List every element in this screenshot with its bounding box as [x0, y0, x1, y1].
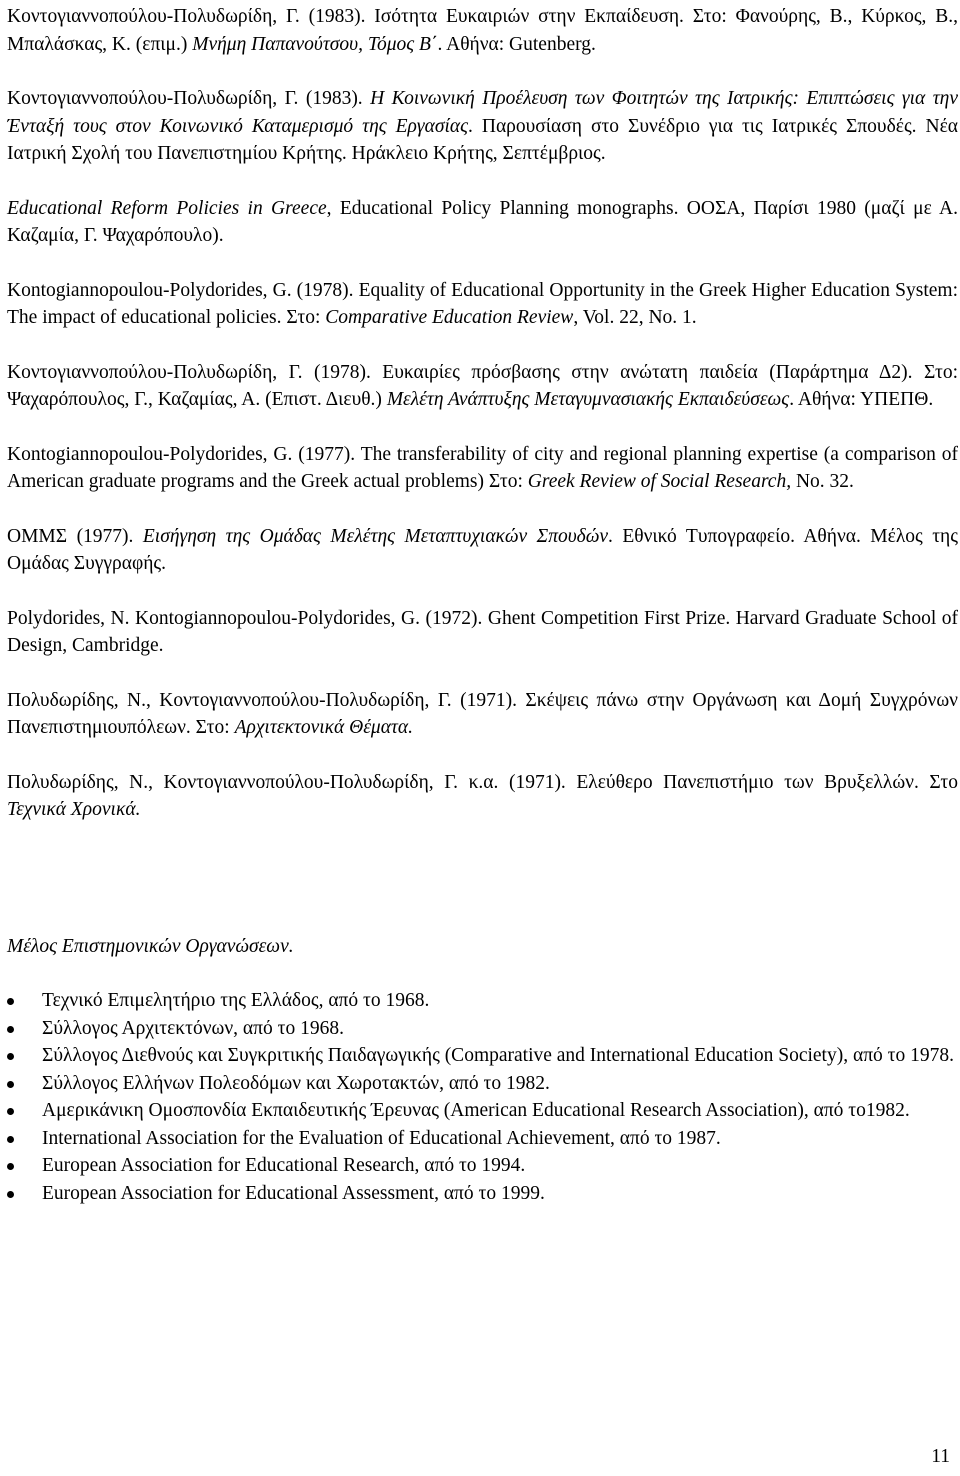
reference-text: . Αθήνα: Gutenberg.	[437, 33, 596, 55]
bullet-icon	[7, 1163, 14, 1170]
page-number: 11	[931, 1446, 950, 1467]
reference-text: Kontogiannopoulou-Polydorides, G. (1977). The transferability of city and regional planning expertise (a comparison of American graduate programs and the Greek actual problems) Στο:	[7, 443, 958, 492]
membership-text: European Association for Educational Assessment, από το 1999.	[42, 1182, 545, 1204]
reference-entry	[7, 195, 958, 250]
reference-title-italic: Educational Reform Policies in Greece	[7, 197, 327, 219]
reference-title-italic: Μελέτη Ανάπτυξης Μεταγυμνασιακής Εκπαιδεύσεως	[386, 389, 790, 410]
membership-item	[7, 1180, 958, 1208]
reference-text: Πολυδωρίδης, Ν., Κοντογιαννοπούλου-Πολυδωρίδη, Γ. κ.α. (1971). Ελεύθερο Πανεπιστήμιο των Βρυξελλών. Στο	[7, 771, 958, 793]
bullet-icon	[7, 998, 14, 1005]
membership-item	[7, 987, 958, 1015]
membership-item	[7, 1152, 958, 1180]
bullet-icon	[7, 1191, 14, 1198]
membership-item	[7, 1042, 958, 1070]
section-spacer	[7, 851, 958, 933]
membership-text: Σύλλογος Ελλήνων Πολεοδόμων και Χωροτακτών, από το 1982.	[42, 1072, 550, 1094]
reference-text: , Educational Policy Planning monographs. ΟΟΣΑ, Παρίσι 1980 (μαζί με Α. Καζαμία, Γ. Ψαχαρόπουλο).	[7, 197, 958, 246]
reference-entry	[7, 687, 958, 742]
reference-text: No. 32.	[791, 471, 854, 492]
reference-text: Kontogiannopoulou-Polydorides, G. (1978). Equality of Educational Opportunity in the Greek Higher Education System: The impact of educational policies. Στο:	[7, 279, 958, 328]
membership-text: Τεχνικό Επιμελητήριο της Ελλάδος, από το 1968.	[42, 990, 430, 1011]
document-page	[7, 3, 958, 1207]
reference-entry	[7, 441, 958, 496]
membership-item	[7, 1070, 958, 1098]
bullet-icon	[7, 1026, 14, 1033]
bullet-icon	[7, 1081, 14, 1088]
membership-item	[7, 1097, 958, 1125]
membership-text: European Association for Educational Research, από το 1994.	[42, 1155, 526, 1176]
reference-entry	[7, 3, 958, 58]
reference-text: . Αθήνα: ΥΠΕΠΘ.	[789, 389, 934, 410]
membership-text: Αμερικάνικη Ομοσπονδία Εκπαιδευτικής Έρευνας (American Educational Research Association), από το1982.	[42, 1100, 910, 1121]
reference-title-italic: Μνήμη Παπανούτσου, Τόμος Β΄	[192, 33, 438, 55]
reference-title-italic: Η Κοινωνική Προέλευση των Φοιτητών της Ιατρικής: Επιπτώσεις για την Ένταξή τους στον Κοινωνικό Καταμερισμό της Εργασίας	[7, 88, 959, 137]
references-list	[7, 3, 958, 824]
bullet-icon	[7, 1136, 14, 1143]
membership-text: Σύλλογος Αρχιτεκτόνων, από το 1968.	[42, 1017, 344, 1039]
reference-text: ΟΜΜΣ (1977).	[7, 525, 143, 547]
reference-title-italic: Comparative Education Review	[325, 307, 574, 328]
reference-entry	[7, 605, 958, 660]
reference-text: Κοντογιαννοπούλου-Πολυδωρίδη, Γ. (1983). Ισότητα Ευκαιριών στην Εκπαίδευση. Στο: Φανούρης, Β., Κύρκος, Β., Μπαλάσκας, Κ. (επιμ.)	[7, 6, 958, 55]
membership-item	[7, 1125, 958, 1153]
membership-text: International Association for the Evaluation of Educational Achievement, από το 1987.	[42, 1127, 721, 1149]
reference-text: . Παρουσίαση στο Συνέδριο για τις Ιατρικές Σπουδές. Νέα Ιατρική Σχολή του Πανεπιστημίου Κρήτης. Ηράκλειο Κρήτης, Σεπτέμβριος.	[7, 115, 958, 164]
reference-entry	[7, 85, 958, 168]
memberships-heading: Μέλος Επιστημονικών Οργανώσεων.	[7, 935, 294, 957]
reference-title-italic: Greek Review of Social Research,	[527, 471, 792, 492]
reference-title-italic: Εισήγηση της Ομάδας Μελέτης Μεταπτυχιακών Σπουδών	[142, 525, 609, 547]
reference-title-italic: Τεχνικά Χρονικά.	[7, 799, 141, 820]
bullet-icon	[7, 1108, 14, 1115]
membership-item	[7, 1015, 958, 1043]
reference-text: Polydorides, N. Kontogiannopoulou-Polydorides, G. (1972). Ghent Competition First Prize. Harvard Graduate School of Design, Cambridge.	[7, 607, 958, 656]
reference-entry	[7, 769, 958, 824]
membership-text: Σύλλογος Διεθνούς και Συγκριτικής Παιδαγωγικής (Comparative and International Education Society), από το 1978.	[42, 1045, 954, 1066]
memberships-list	[7, 987, 958, 1207]
reference-text: Κοντογιαννοπούλου-Πολυδωρίδη, Γ. (1978). Ευκαιρίες πρόσβασης στην ανώτατη παιδεία (Παράρτημα Δ2). Στο: Ψαχαρόπουλος, Γ., Καζαμίας, Α. (Επιστ. Διευθ.)	[7, 361, 958, 410]
reference-text: . Εθνικό Τυπογραφείο. Αθήνα. Μέλος της Ομάδας Συγγραφής.	[7, 525, 958, 574]
reference-title-italic: Αρχιτεκτονικά Θέματα.	[234, 717, 414, 738]
reference-entry	[7, 277, 958, 332]
bullet-icon	[7, 1053, 14, 1060]
reference-entry	[7, 359, 958, 414]
reference-text: , Vol. 22, No. 1.	[573, 307, 697, 328]
reference-text: Πολυδωρίδης, Ν., Κοντογιαννοπούλου-Πολυδωρίδη, Γ. (1971). Σκέψεις πάνω στην Οργάνωση και Δομή Συγχρόνων Πανεπιστημιουπόλεων. Στο:	[7, 689, 958, 738]
reference-entry	[7, 523, 958, 578]
reference-text: Κοντογιαννοπούλου-Πολυδωρίδη, Γ. (1983).	[7, 88, 371, 109]
